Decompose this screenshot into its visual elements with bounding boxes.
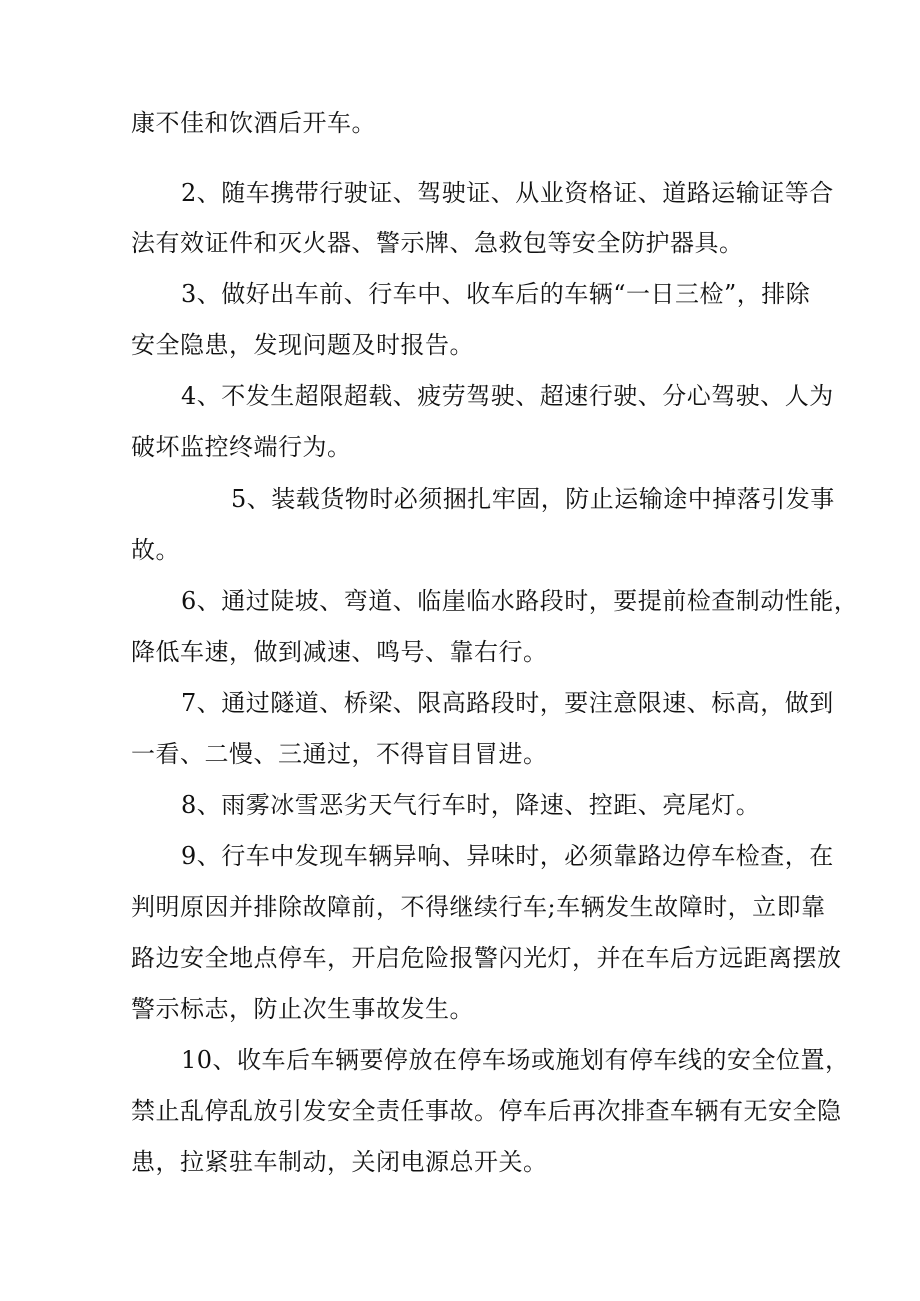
text-line-item-2: 2、随车携带行驶证、驾驶证、从业资格证、道路运输证等合 <box>181 179 834 207</box>
text-line-continuation: 康不佳和饮酒后开车。 <box>131 109 376 137</box>
text-line-item-6: 6、通过陡坡、弯道、临崖临水路段时，要提前检查制动性能， <box>181 587 859 615</box>
text-line-item-8: 8、雨雾冰雪恶劣天气行车时，降速、控距、亮尾灯。 <box>181 791 761 819</box>
text-line-item-6-cont: 降低车速，做到减速、鸣号、靠右行。 <box>131 638 548 666</box>
text-line-item-7: 7、通过隧道、桥梁、限高路段时，要注意限速、标高，做到 <box>181 689 834 717</box>
text-line-item-4: 4、不发生超限超载、疲劳驾驶、超速行驶、分心驾驶、人为 <box>181 382 834 410</box>
text-line-item-3-cont: 安全隐患，发现问题及时报告。 <box>131 331 474 359</box>
text-line-item-10-cont-2: 患，拉紧驻车制动，关闭电源总开关。 <box>131 1148 548 1176</box>
text-line-item-7-cont: 一看、二慢、三通过，不得盲目冒进。 <box>131 740 548 768</box>
text-line-item-9-cont-1: 判明原因并排除故障前，不得继续行车;车辆发生故障时，立即靠 <box>131 893 826 921</box>
text-line-item-9-cont-3: 警示标志，防止次生事故发生。 <box>131 995 474 1023</box>
text-line-item-9: 9、行车中发现车辆异响、异味时，必须靠路边停车检查，在 <box>181 842 834 870</box>
text-line-item-9-cont-2: 路边安全地点停车，开启危险报警闪光灯，并在车后方远距离摆放 <box>131 944 842 972</box>
text-line-item-2-cont: 法有效证件和灭火器、警示牌、急救包等安全防护器具。 <box>131 229 744 257</box>
text-line-item-4-cont: 破坏监控终端行为。 <box>131 433 352 461</box>
text-line-item-5: 5、装载货物时必须捆扎牢固，防止运输途中掉落引发事 <box>231 485 835 513</box>
text-line-item-10-cont-1: 禁止乱停乱放引发安全责任事故。停车后再次排查车辆有无安全隐 <box>131 1097 842 1125</box>
text-line-item-5-cont: 故。 <box>131 536 180 564</box>
text-line-item-3: 3、做好出车前、行车中、收车后的车辆“一日三检”，排除 <box>181 280 811 308</box>
text-line-item-10: 10、收车后车辆要停放在停车场或施划有停车线的安全位置， <box>181 1046 850 1074</box>
